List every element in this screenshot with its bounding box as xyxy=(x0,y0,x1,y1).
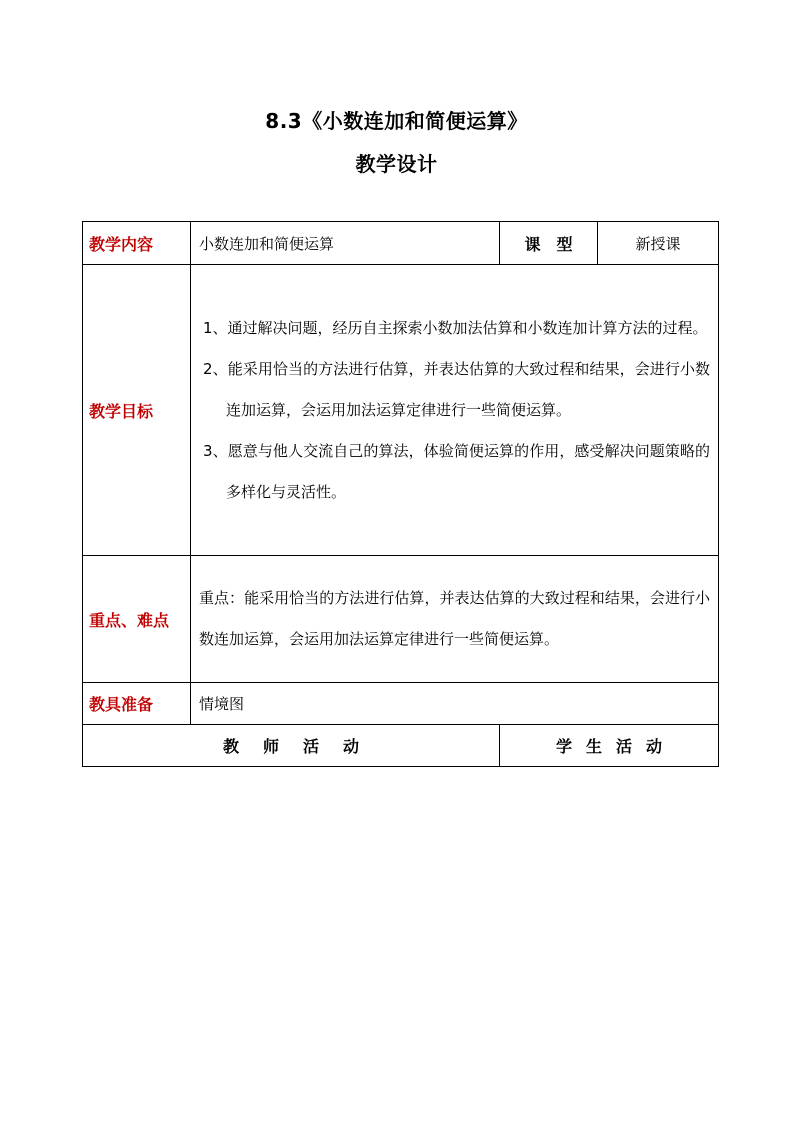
content-value: 小数连加和简便运算 xyxy=(191,222,500,265)
materials-value: 情境图 xyxy=(191,683,719,725)
table-row-content xyxy=(83,222,719,265)
materials-label: 教具准备 xyxy=(83,683,191,725)
objectives-label: 教学目标 xyxy=(83,265,191,556)
objectives-list xyxy=(191,265,719,556)
content-label: 教学内容 xyxy=(83,222,191,265)
table-row-key-points xyxy=(83,556,719,683)
document-title: 8.3《小数连加和简便运算》 xyxy=(265,109,528,133)
student-activity-header: 学生活动 xyxy=(500,725,719,767)
lesson-plan-table xyxy=(82,221,719,767)
type-label: 课 型 xyxy=(500,222,598,265)
table-row-activities-header xyxy=(83,725,719,767)
objective-item-2: 2、能采用恰当的方法进行估算，并表达估算的大致过程和结果，会进行小数连加运算，会运用加法运算定律进行一些简便运算。 xyxy=(203,359,711,419)
objective-item-1: 1、通过解决问题，经历自主探索小数加法估算和小数连加计算方法的过程。 xyxy=(203,318,708,337)
objective-item-3: 3、愿意与他人交流自己的算法，体验简便运算的作用，感受解决问题策略的多样化与灵活性。 xyxy=(203,441,711,501)
table-row-materials xyxy=(83,683,719,725)
key-points-label: 重点、难点 xyxy=(83,556,191,683)
key-points-value: 重点：能采用恰当的方法进行估算，并表达估算的大致过程和结果，会进行小数连加运算，会运用加法运算定律进行一些简便运算。 xyxy=(191,556,719,683)
type-value: 新授课 xyxy=(598,222,719,265)
table-row-objectives xyxy=(83,265,719,556)
document-subtitle: 教学设计 xyxy=(355,152,438,176)
teacher-activity-header: 教师活动 xyxy=(83,725,500,767)
